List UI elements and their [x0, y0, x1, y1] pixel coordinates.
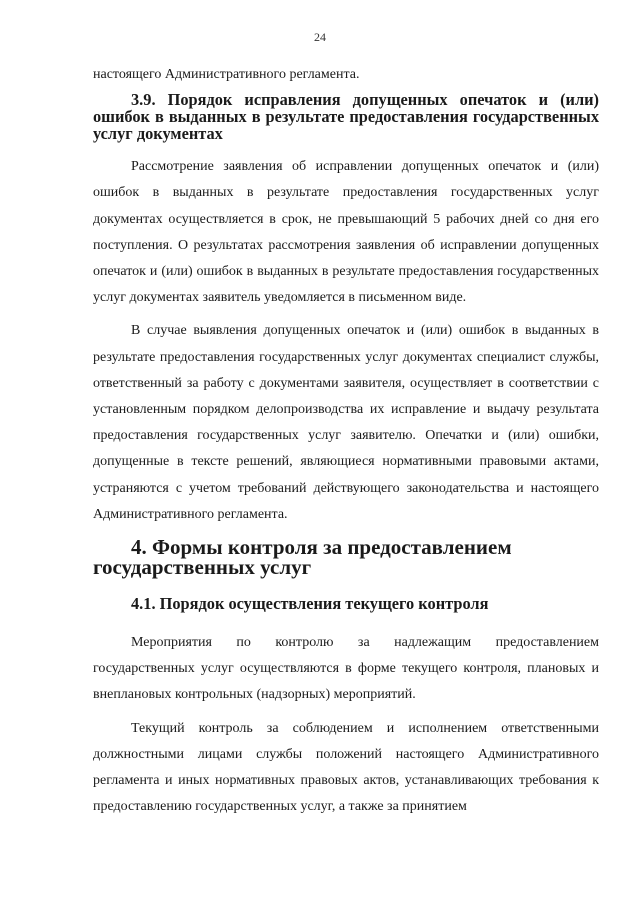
- document-body: [93, 62, 599, 820]
- section-heading-3-9: 3.9. Порядок исправления допущенных опечаток и (или) ошибок в выданных в результате предоставления государственных услуг документах: [93, 90, 599, 144]
- page-number: 24: [314, 30, 326, 44]
- paragraph-error-correction: В случае выявления допущенных опечаток и (или) ошибок в выданных в результате предоставления государственных услуг документах специалист службы, ответственный за работу с документами заявителя, осуществляет в соответствии с установленным порядком делопроизводства их исправление и выдачу результата предоставления государственных услуг заявителю. Опечатки и (или) ошибки, допущенные в тексте решений, являющиеся нормативными правовыми актами, устраняются с учетом требований действующего законодательства и настоящего Административного регламента.: [93, 323, 599, 522]
- section-heading-4-1: 4.1. Порядок осуществления текущего контроля: [131, 594, 489, 614]
- paragraph-continuation: настоящего Административного регламента.: [93, 67, 360, 82]
- section-heading-4: 4. Формы контроля за предоставлением государственных услуг: [93, 535, 512, 580]
- paragraph-review-deadline: Рассмотрение заявления об исправлении допущенных опечаток и (или) ошибок в выданных в результате предоставления государственных услуг документах осуществляется в срок, не превышающий 5 рабочих дней со дня его поступления. О результатах рассмотрения заявления об исправлении допущенных опечаток и (или) ошибок в выданных в результате предоставления государственных услуг документах заявитель уведомляется в письменном виде.: [93, 159, 599, 306]
- paragraph-control-measures: Мероприятия по контролю за надлежащим предоставлением государственных услуг осуществляются в форме текущего контроля, плановых и внеплановых контрольных (надзорных) мероприятий.: [93, 635, 599, 703]
- paragraph-current-control: Текущий контроль за соблюдением и исполнением ответственными должностными лицами службы положений настоящего Административного регламента и иных нормативных правовых актов, устанавливающих требования к предоставлению государственных услуг, а также за принятием: [93, 720, 599, 815]
